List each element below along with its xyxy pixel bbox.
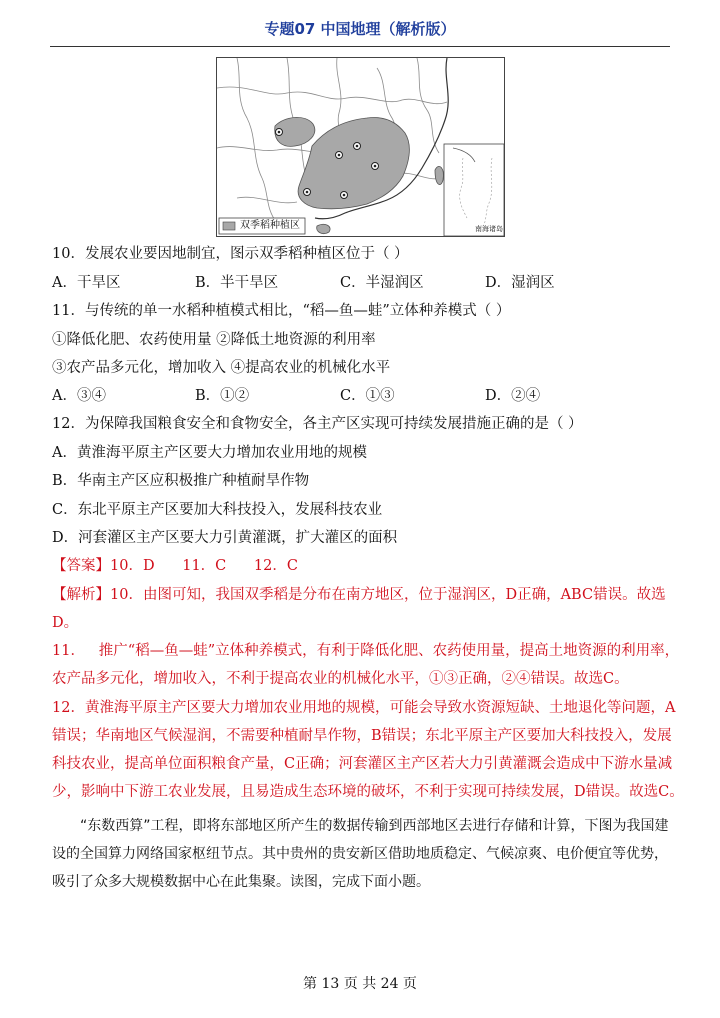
analysis-text-1: 10．由图可知，我国双季稻是分布在南方地区，位于湿润区，D正确，ABC错误。故选 — [110, 587, 666, 603]
analysis-line-7: 科技农业，提高单位面积粮食产量，C正确；河套灌区主产区若大力引黄灌溉会造成中下游水量减 — [52, 756, 673, 772]
rice-region-map — [216, 57, 505, 237]
q12-option-c: C．东北平原主产区要加大科技投入，发展科技农业 — [52, 502, 383, 518]
analysis-line-4: 农产品多元化，增加收入，不利于提高农业的机械化水平，①③正确，②④错误。故选C。 — [52, 671, 629, 687]
q10-option-c: C．半湿润区 — [340, 275, 424, 291]
q10-option-b: B．半干旱区 — [195, 275, 279, 291]
q11-option-a: A．③④ — [52, 388, 106, 404]
question-11-items-1: ①降低化肥、农药使用量 ②降低土地资源的利用率 — [52, 332, 376, 348]
q12-option-b: B．华南主产区应积极推广种植耐旱作物 — [52, 473, 310, 489]
q11-option-d: D．②④ — [485, 388, 541, 404]
q10-option-a: A．干旱区 — [52, 275, 121, 291]
analysis-line-6: 错误；华南地区气候湿润，不需要种植耐旱作物，B错误；东北平原主产区要加大科技投入，发展 — [52, 728, 672, 744]
answer-text: 10．D 11．C 12．C — [110, 558, 298, 574]
inset-map-label: 南海诸岛 — [475, 225, 503, 233]
q12-option-a: A．黄淮海平原主产区要大力增加农业用地的规模 — [52, 445, 367, 461]
q10-option-d: D．湿润区 — [485, 275, 555, 291]
analysis-line-2: D。 — [52, 615, 79, 631]
question-11-items-2: ③农产品多元化，增加收入 ④提高农业的机械化水平 — [52, 360, 391, 376]
analysis-line-1 — [52, 585, 666, 605]
header-divider — [50, 46, 670, 47]
page-number-footer: 第 13 页 共 24 页 — [303, 976, 417, 992]
reading-passage: “东数西算”工程，即将东部地区所产生的数据传输到西部地区去进行存储和计算，下图为我国建设的全国算力网络国家枢纽节点。其中贵州的贵安新区借助地质稳定、气候凉爽、电价便宜等优势，吸引了众多大规模数据中心在此集聚。读图，完成下面小题。 — [52, 818, 669, 890]
analysis-tag: 【解析】 — [52, 587, 110, 603]
analysis-line-5: 12．黄淮海平原主产区要大力增加农业用地的规模，可能会导致水资源短缺、土地退化等问题，A — [52, 700, 676, 716]
q12-option-d: D．河套灌区主产区要大力引黄灌溉，扩大灌区的面积 — [52, 530, 398, 546]
q11-option-b: B．①② — [195, 388, 250, 404]
answer-line — [52, 556, 298, 576]
question-11-stem: 11．与传统的单一水稻种植模式相比，“稻—鱼—蛙”立体种养模式（ ） — [52, 303, 511, 319]
page-header-title: 专题07 中国地理（解析版） — [264, 20, 456, 38]
question-10-stem: 10．发展农业要因地制宜，图示双季稻种植区位于（ ） — [52, 246, 409, 262]
q11-option-c: C．①③ — [340, 388, 395, 404]
analysis-line-8: 少，影响中下游工农业发展，且易造成生态环境的破坏，不利于实现可持续发展，D错误。故选C。 — [52, 784, 684, 800]
map-legend-label: 双季稻种植区 — [240, 220, 300, 231]
answer-tag: 【答案】 — [52, 558, 110, 574]
question-12-stem: 12．为保障我国粮食安全和食物安全，各主产区实现可持续发展措施正确的是（ ） — [52, 416, 583, 432]
analysis-line-3: 11． 推广“稻—鱼—蛙”立体种养模式，有利于降低化肥、农药使用量，提高土地资源的利用率， — [52, 643, 680, 659]
